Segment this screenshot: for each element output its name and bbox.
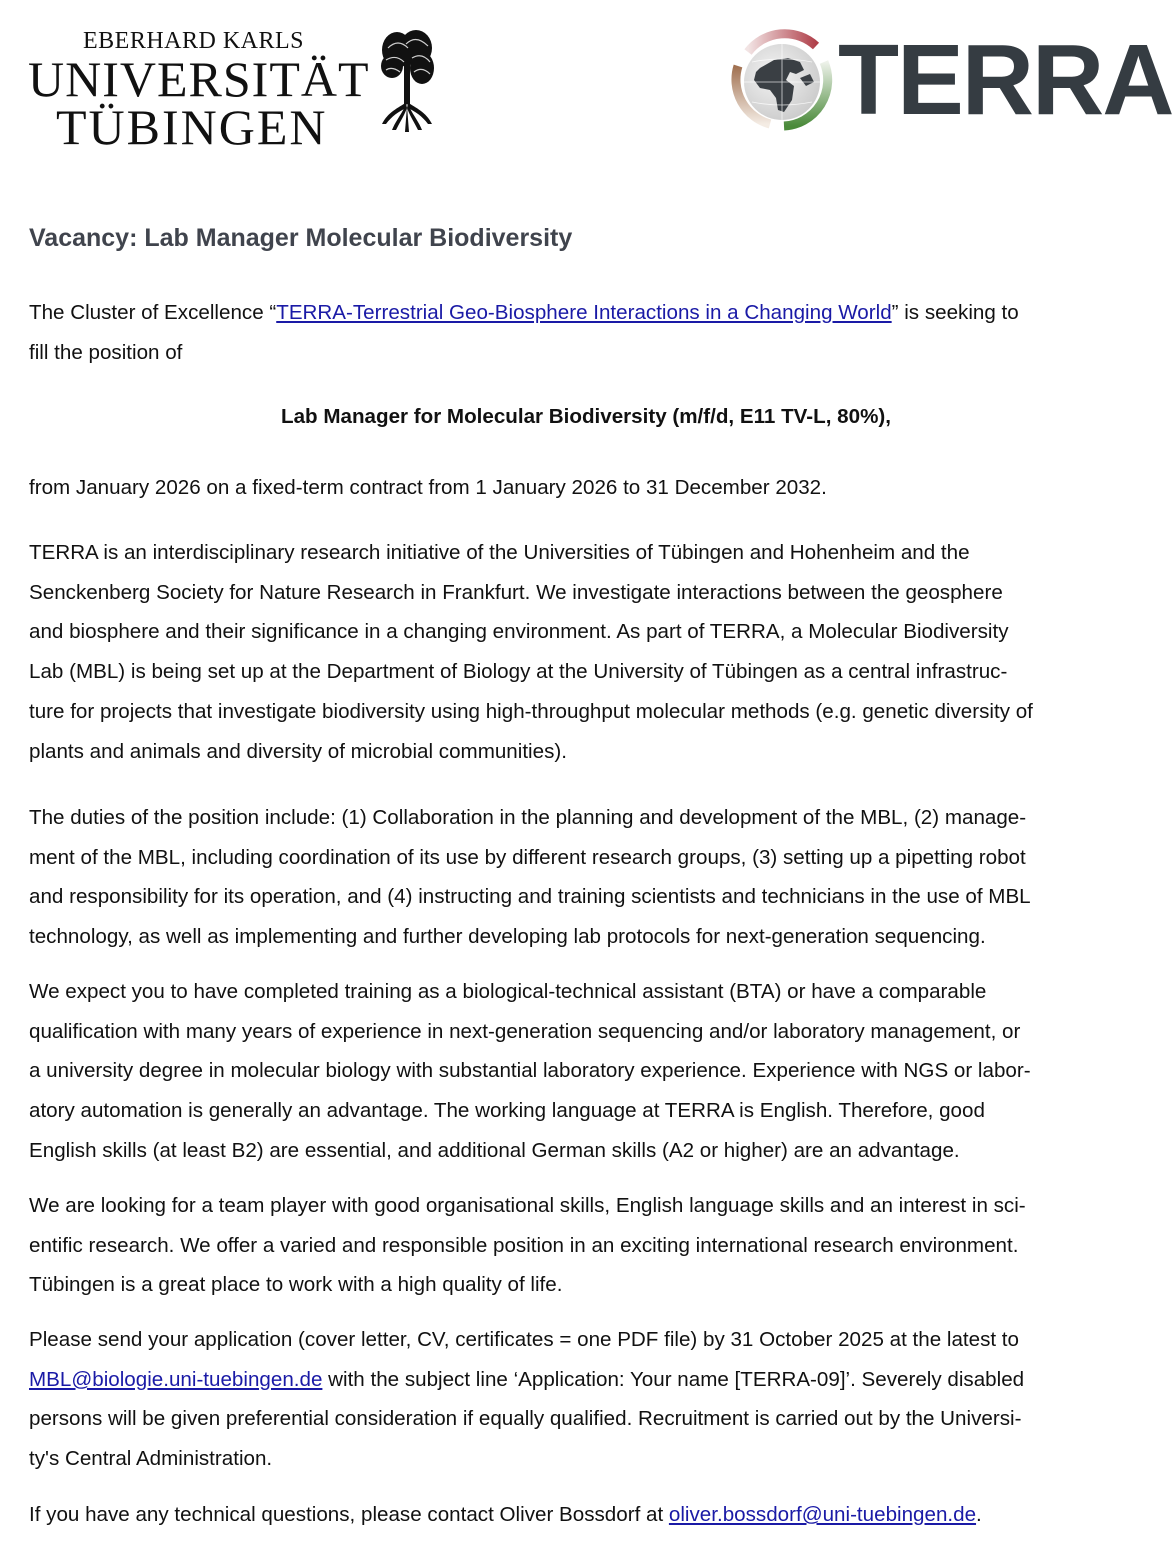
expectations-line: qualification with many years of experience in next-generation sequencing and/or laboratory management, or — [29, 1019, 1021, 1043]
offer-line: Tübingen is a great place to work with a high quality of life. — [29, 1273, 563, 1297]
about-line: ture for projects that investigate biodiversity using high-throughput molecular methods (e.g. genetic diversity of — [29, 699, 1033, 723]
position-title: Lab Manager for Molecular Biodiversity (m/f/d, E11 TV-L, 80%), — [281, 405, 891, 428]
expectations-line: English skills (at least B2) are essential, and additional German skills (A2 or higher) are an advantage. — [29, 1138, 960, 1162]
about-line: Lab (MBL) is being set up at the Department of Biology at the University of Tübingen as a central infrastruc- — [29, 660, 1008, 684]
intro-line-1 — [29, 293, 1154, 333]
application-line-1: Please send your application (cover letter, CV, certificates = one PDF file) by 31 October 2025 at the latest to — [29, 1328, 1019, 1351]
duties-line: and responsibility for its operation, and (4) instructing and training scientists and technicians in the use of MBL — [29, 885, 1031, 909]
globe-icon — [730, 28, 834, 134]
application-line-3: persons will be given preferential consideration if equally qualified. Recruitment is carried out by the Universi- — [29, 1407, 1022, 1431]
application-paragraph — [29, 1320, 1154, 1479]
header — [0, 0, 1172, 160]
university-logo-line2: UNIVERSITÄT — [28, 51, 370, 107]
terra-wordmark: TERRA — [838, 24, 1172, 136]
about-paragraph — [29, 533, 1154, 771]
university-logo-line3: TÜBINGEN — [56, 99, 328, 155]
contract-line: from January 2026 on a fixed-term contract from 1 January 2026 to 31 December 2032. — [29, 476, 827, 499]
duties-line: The duties of the position include: (1) Collaboration in the planning and development of the MBL, (2) manage- — [29, 806, 1027, 829]
application-line-2-text: with the subject line ‘Application: Your name [TERRA-09]’. Severely disabled — [322, 1367, 1025, 1391]
intro-paragraph — [29, 293, 1154, 372]
expectations-paragraph — [29, 972, 1154, 1171]
university-logo — [28, 24, 370, 155]
contact-text: If you have any technical questions, please contact Oliver Bossdorf at — [29, 1503, 669, 1526]
intro-text-before: The Cluster of Excellence “ — [29, 301, 277, 324]
duties-line: technology, as well as implementing and further developing lab protocols for next-generation sequencing. — [29, 925, 986, 949]
about-line: and biosphere and their significance in a changing environment. As part of TERRA, a Molecular Biodiversity — [29, 620, 1009, 644]
contact-email-link[interactable]: oliver.bossdorf@uni-tuebingen.de — [668, 1503, 977, 1526]
terra-cluster-link[interactable]: TERRA-Terrestrial Geo-Biosphere Interactions in a Changing World — [276, 301, 892, 324]
contact-line — [29, 1495, 1154, 1535]
tree-icon — [378, 28, 436, 132]
contract-paragraph — [29, 468, 1154, 508]
offer-line: entific research. We offer a varied and responsible position in an exciting international research environment. — [29, 1233, 1019, 1257]
expectations-line: atory automation is generally an advantage. The working language at TERRA is English. Therefore, good — [29, 1099, 985, 1123]
duties-line: ment of the MBL, including coordination of its use by different research groups, (3) setting up a pipetting robot — [29, 845, 1026, 869]
offer-line: We are looking for a team player with good organisational skills, English language skills and an interest in sci- — [29, 1194, 1026, 1217]
expectations-line: a university degree in molecular biology with substantial laboratory experience. Experience with NGS or labor- — [29, 1059, 1031, 1083]
contact-period: . — [976, 1503, 982, 1526]
application-line-2 — [29, 1360, 1154, 1400]
expectations-line: We expect you to have completed training as a biological-technical assistant (BTA) or have a comparable — [29, 980, 987, 1003]
application-email-link[interactable]: MBL@biologie.uni-tuebingen.de — [29, 1367, 323, 1391]
contact-paragraph — [29, 1495, 1154, 1535]
intro-text-after: ” is seeking to — [891, 301, 1019, 324]
page-title: Vacancy: Lab Manager Molecular Biodiversity — [29, 224, 573, 252]
offer-paragraph — [29, 1186, 1154, 1305]
duties-paragraph — [29, 798, 1154, 957]
intro-line-2: fill the position of — [29, 340, 183, 364]
application-line-4: ty's Central Administration. — [29, 1447, 273, 1471]
about-line: Senckenberg Society for Nature Research in Frankfurt. We investigate interactions between the geosphere — [29, 580, 1003, 604]
university-logo-line1: EBERHARD KARLS — [83, 28, 305, 54]
about-line: plants and animals and diversity of microbial communities). — [29, 739, 567, 763]
about-line: TERRA is an interdisciplinary research initiative of the Universities of Tübingen and Hohenheim and the — [29, 541, 970, 564]
